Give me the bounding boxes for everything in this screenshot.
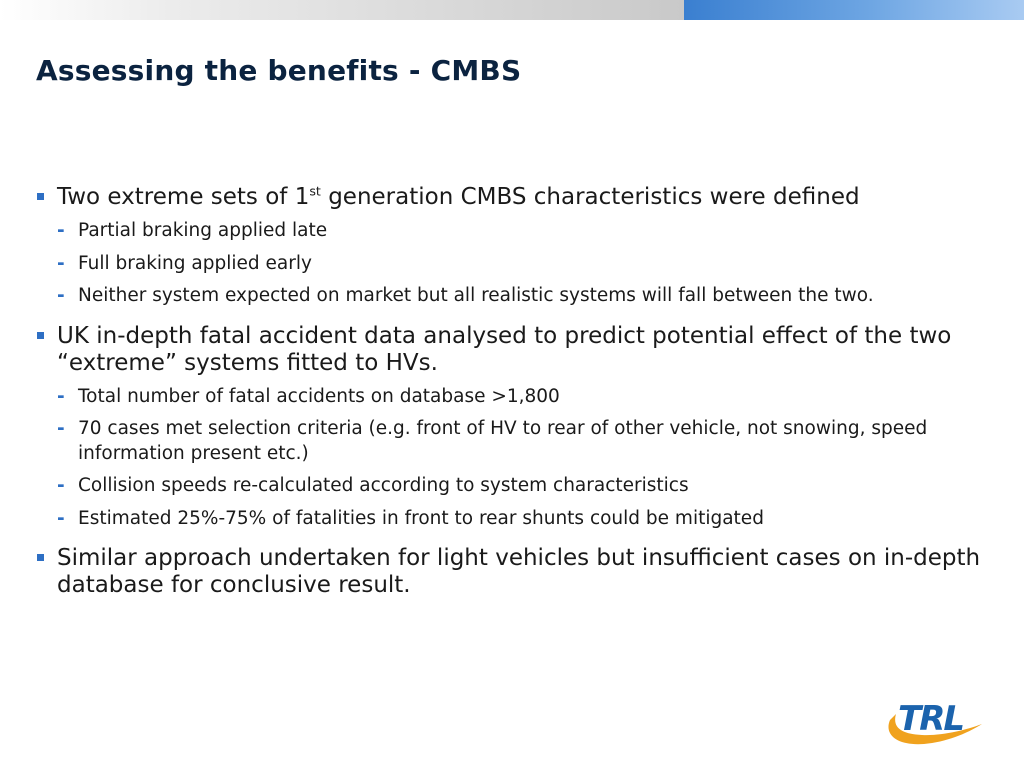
square-bullet-icon [37, 554, 44, 561]
sub-bullet-text: Estimated 25%-75% of fatalities in front to rear shunts could be mitigated [78, 507, 764, 529]
sub-bullet-item [57, 284, 986, 309]
sub-bullet-text: 70 cases met selection criteria (e.g. front of HV to rear of other vehicle, not snowing, speed information present etc.) [78, 418, 928, 464]
sub-bullet-text: Neither system expected on market but all realistic systems will fall between the two. [78, 285, 874, 306]
sub-bullet-text: Full braking applied early [78, 252, 312, 274]
bullet-text: generation CMBS characteristics were defined [320, 184, 860, 210]
header-bar-gray [0, 0, 684, 20]
square-bullet-icon [37, 193, 44, 200]
sub-bullet-item [57, 219, 986, 244]
dash-icon: - [57, 475, 65, 496]
bullet-superscript: st [309, 183, 321, 199]
logo-text: TRL [898, 699, 964, 739]
dash-icon: - [57, 220, 65, 241]
slide-body [36, 184, 986, 599]
dash-icon: - [57, 418, 65, 439]
slide-title: Assessing the benefits - CMBS [36, 54, 522, 87]
sub-bullet-item [57, 252, 986, 277]
bullet-item [36, 184, 986, 211]
dash-icon: - [57, 252, 65, 274]
sub-bullet-text: Total number of fatal accidents on database >1,800 [78, 385, 560, 407]
sub-bullet-item [57, 417, 986, 466]
sub-bullet-item [57, 507, 986, 532]
bullet-item [36, 545, 986, 599]
sub-bullet-text: Partial braking applied late [78, 220, 328, 241]
square-bullet-icon [37, 332, 44, 339]
dash-icon: - [57, 285, 65, 306]
dash-icon: - [57, 385, 65, 407]
header-bar-blue [684, 0, 1024, 20]
bullet-text: Similar approach undertaken for light vehicles but insufficient cases on in-depth database for conclusive result. [57, 545, 981, 598]
sub-bullet-text: Collision speeds re-calculated according to system characteristics [78, 475, 689, 496]
bullet-text: UK in-depth fatal accident data analysed to predict potential effect of the two “extreme” systems fitted to HVs. [57, 322, 952, 376]
sub-bullet-item [57, 474, 986, 499]
sub-bullet-item [57, 385, 986, 410]
trl-logo [884, 690, 990, 748]
dash-icon: - [57, 507, 65, 529]
bullet-text: Two extreme sets of 1 [57, 184, 310, 210]
bullet-item [36, 323, 986, 377]
